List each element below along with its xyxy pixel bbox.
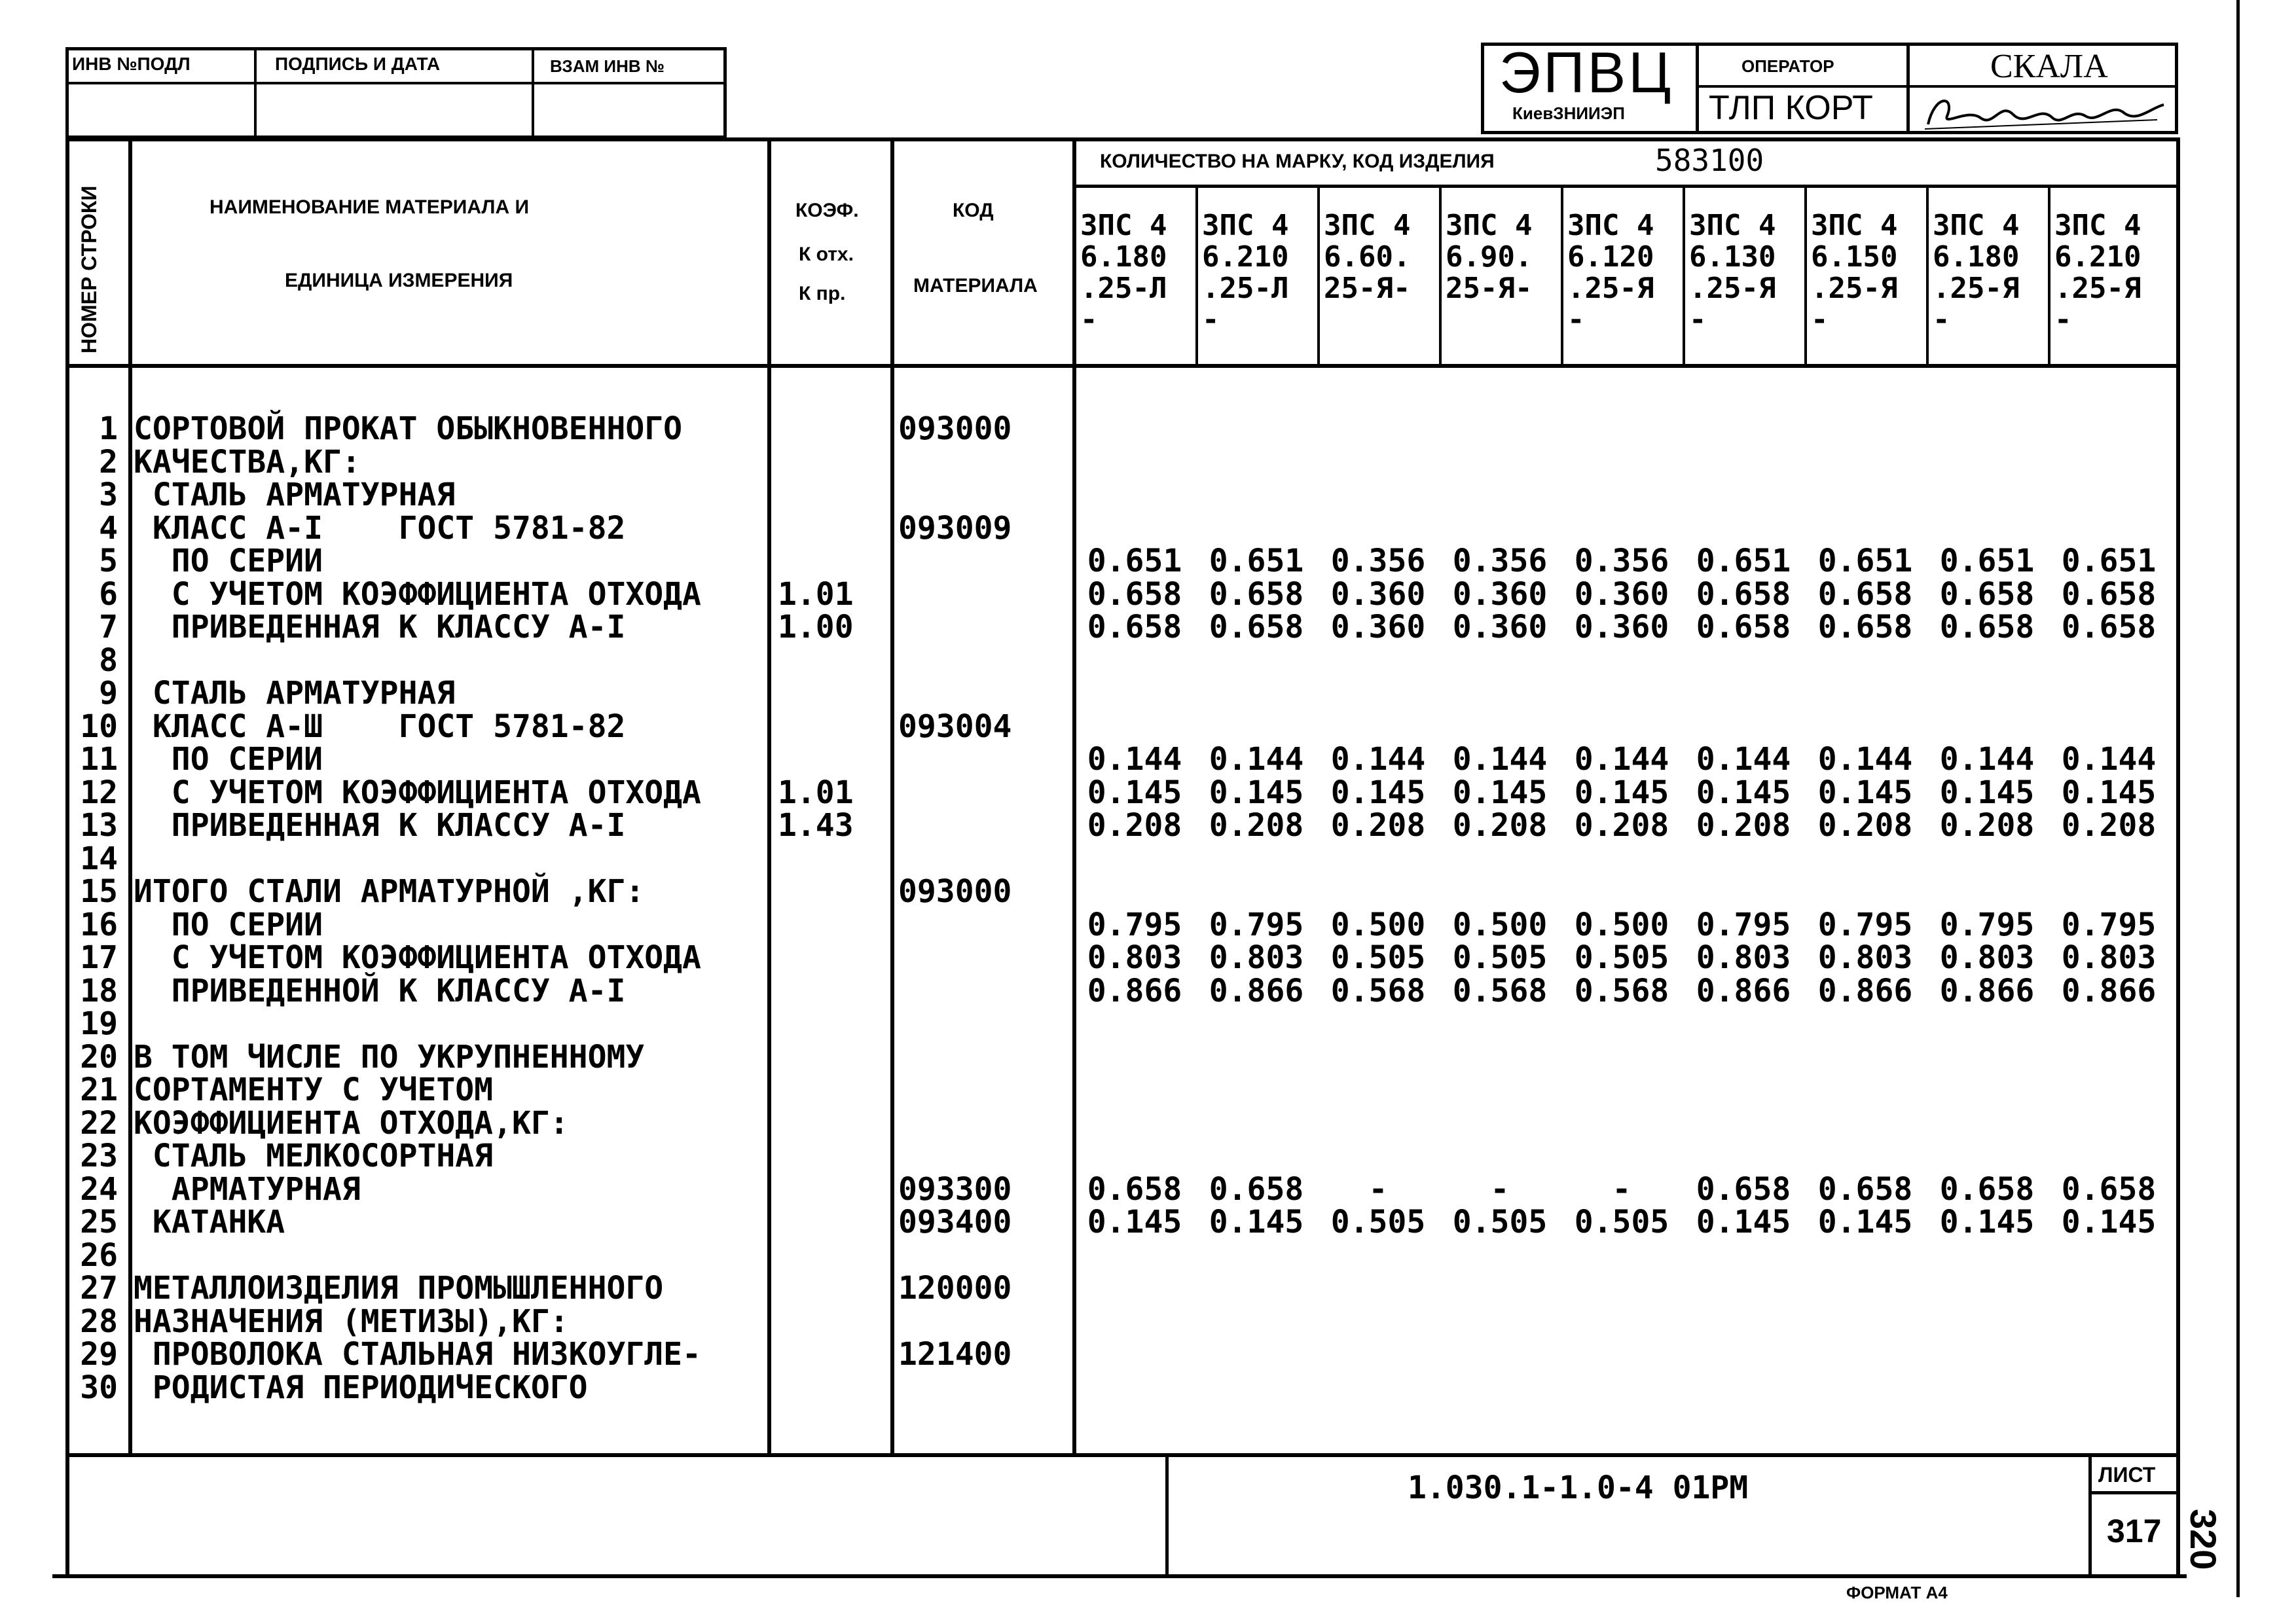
row-material-code: 093400 — [898, 1204, 1012, 1240]
row-number: 10 — [80, 708, 118, 745]
row-value-col-5: - — [1612, 1171, 1631, 1208]
column-header-9-line-1: 3ПС 4 — [2054, 209, 2141, 242]
row-value-col-1: 0.803 — [1087, 939, 1182, 976]
page-number: 320 — [2183, 1509, 2224, 1570]
format-label: ФОРМАТ А4 — [1846, 1583, 1948, 1602]
row-value-col-1: 0.145 — [1087, 1204, 1182, 1240]
row-value-col-4: - — [1490, 1171, 1510, 1208]
row-value-col-6: 0.658 — [1696, 1171, 1791, 1208]
row-value-col-8: 0.651 — [1939, 543, 2035, 579]
row-value-col-2: 0.658 — [1209, 609, 1304, 645]
column-header-8-line-4: - — [1933, 303, 1950, 336]
row-value-col-9: 0.208 — [2061, 807, 2157, 844]
row-material-name: КАТАНКА — [134, 1204, 285, 1240]
row-coefficient: 1.00 — [778, 609, 854, 645]
title-name: СКАЛА — [1990, 48, 2108, 85]
row-value-col-3: 0.500 — [1330, 907, 1426, 943]
row-coefficient: 1.01 — [778, 774, 854, 811]
column-header-1-line-3: .25-Л — [1080, 272, 1167, 305]
row-value-col-8: 0.658 — [1939, 576, 2035, 613]
table-left-edge — [65, 137, 69, 1578]
row-value-col-2: 0.866 — [1209, 973, 1304, 1009]
row-value-col-7: 0.658 — [1817, 576, 1913, 613]
title-divider-1 — [1696, 43, 1699, 134]
row-value-col-6: 0.145 — [1696, 1204, 1791, 1240]
row-material-name: С УЧЕТОМ КОЭФФИЦИЕНТА ОТХОДА — [134, 576, 701, 613]
stamp-vzam-inv: ВЗАМ ИНВ № — [550, 56, 665, 76]
row-value-col-4: 0.356 — [1452, 543, 1548, 579]
row-number: 16 — [80, 907, 118, 943]
row-material-name: СТАЛЬ АРМАТУРНАЯ — [134, 477, 456, 513]
coef-header-1: КОЭФ. — [795, 200, 859, 221]
row-value-col-1: 0.658 — [1087, 609, 1182, 645]
qty-header-label: КОЛИЧЕСТВО НА МАРКУ, КОД ИЗДЕЛИЯ — [1100, 151, 1495, 172]
row-value-col-4: 0.500 — [1452, 907, 1548, 943]
row-value-col-5: 0.145 — [1574, 774, 1669, 811]
column-header-8-line-2: 6.180 — [1933, 240, 2020, 274]
row-material-name: СТАЛЬ АРМАТУРНАЯ — [134, 675, 456, 712]
signature-image — [1922, 88, 2170, 134]
col-divider-8 — [2048, 186, 2050, 365]
operator-label: ОПЕРАТОР — [1741, 56, 1834, 76]
row-value-col-2: 0.803 — [1209, 939, 1304, 976]
row-value-col-2: 0.658 — [1209, 1171, 1304, 1208]
row-value-col-7: 0.803 — [1817, 939, 1913, 976]
row-number: 30 — [80, 1369, 118, 1406]
row-number: 15 — [80, 873, 118, 910]
row-number: 4 — [99, 510, 118, 547]
row-value-col-1: 0.651 — [1087, 543, 1182, 579]
column-header-7-line-2: 6.150 — [1811, 240, 1898, 274]
row-value-col-5: 0.356 — [1574, 543, 1669, 579]
qty-header-line — [1074, 185, 2180, 188]
row-value-col-6: 0.658 — [1696, 576, 1791, 613]
stamp-divider-v1 — [254, 47, 257, 139]
column-header-4-line-3: 25-Я- — [1446, 272, 1533, 305]
row-value-col-7: 0.795 — [1817, 907, 1913, 943]
column-header-6-line-4: - — [1689, 303, 1707, 336]
row-value-col-3: 0.145 — [1330, 774, 1426, 811]
row-material-name: ПО СЕРИИ — [134, 543, 323, 579]
column-header-7-line-1: 3ПС 4 — [1811, 209, 1898, 242]
row-value-col-7: 0.658 — [1817, 609, 1913, 645]
column-header-7-line-4: - — [1811, 303, 1829, 336]
row-material-code: 120000 — [898, 1270, 1012, 1307]
row-value-col-1: 0.795 — [1087, 907, 1182, 943]
row-value-col-2: 0.651 — [1209, 543, 1304, 579]
coef-header-2: К отх. — [799, 244, 854, 265]
row-value-col-5: 0.568 — [1574, 973, 1669, 1009]
row-value-col-6: 0.658 — [1696, 609, 1791, 645]
row-number: 7 — [99, 609, 118, 645]
row-value-col-5: 0.500 — [1574, 907, 1669, 943]
row-number: 29 — [80, 1336, 118, 1373]
row-value-col-4: 0.505 — [1452, 939, 1548, 976]
row-material-name: МЕТАЛЛОИЗДЕЛИЯ ПРОМЫШЛЕННОГО — [134, 1270, 664, 1307]
table-top-line — [65, 137, 2180, 141]
row-number: 21 — [80, 1072, 118, 1108]
row-number: 3 — [99, 477, 118, 513]
column-header-2-line-3: .25-Л — [1202, 272, 1289, 305]
frame-right-edge — [2236, 0, 2240, 1597]
row-number: 24 — [80, 1171, 118, 1208]
column-header-6-line-2: 6.130 — [1689, 240, 1776, 274]
row-material-name: СОРТОВОЙ ПРОКАТ ОБЫКНОВЕННОГО — [134, 410, 683, 447]
row-material-name: СОРТАМЕНТУ С УЧЕТОМ — [134, 1072, 494, 1108]
row-material-name: КОЭФФИЦИЕНТА ОТХОДА,КГ: — [134, 1105, 569, 1142]
column-header-3-line-1: 3ПС 4 — [1324, 209, 1411, 242]
column-header-3-line-2: 6.60. — [1324, 240, 1411, 274]
row-value-col-8: 0.795 — [1939, 907, 2035, 943]
row-value-col-8: 0.658 — [1939, 609, 2035, 645]
row-material-name: С УЧЕТОМ КОЭФФИЦИЕНТА ОТХОДА — [134, 774, 701, 811]
column-header-9-line-3: .25-Я — [2054, 272, 2141, 305]
row-value-col-1: 0.866 — [1087, 973, 1182, 1009]
sheet-number: 317 — [2107, 1513, 2162, 1549]
row-value-col-4: 0.145 — [1452, 774, 1548, 811]
column-header-2-line-2: 6.210 — [1202, 240, 1289, 274]
column-header-8-line-1: 3ПС 4 — [1933, 209, 2020, 242]
row-material-name: ПРИВЕДЕННОЙ К КЛАССУ А-I — [134, 973, 626, 1009]
row-number: 20 — [80, 1039, 118, 1075]
row-value-col-6: 0.651 — [1696, 543, 1791, 579]
row-value-col-9: 0.803 — [2061, 939, 2157, 976]
row-coefficient: 1.43 — [778, 807, 854, 844]
material-name-header-1: НАИМЕНОВАНИЕ МАТЕРИАЛА И — [210, 196, 530, 218]
table-right-edge — [2176, 137, 2180, 1574]
row-material-name: НАЗНАЧЕНИЯ (МЕТИЗЫ),КГ: — [134, 1303, 569, 1340]
row-value-col-4: 0.208 — [1452, 807, 1548, 844]
coef-divider — [890, 137, 894, 1454]
row-number: 22 — [80, 1105, 118, 1142]
row-value-col-7: 0.145 — [1817, 1204, 1913, 1240]
column-header-6-line-3: .25-Я — [1689, 272, 1776, 305]
column-header-5-line-2: 6.120 — [1567, 240, 1654, 274]
row-value-col-3: 0.144 — [1330, 741, 1426, 778]
row-value-col-3: 0.505 — [1330, 939, 1426, 976]
row-value-col-8: 0.145 — [1939, 1204, 2035, 1240]
row-number: 19 — [80, 1005, 118, 1042]
doc-code: 1.030.1-1.0-4 01РМ — [1408, 1470, 1749, 1506]
row-number: 6 — [99, 576, 118, 613]
col-divider-5 — [1683, 186, 1685, 365]
row-number: 26 — [80, 1237, 118, 1274]
row-material-code: 121400 — [898, 1336, 1012, 1373]
row-value-col-8: 0.658 — [1939, 1171, 2035, 1208]
column-header-8-line-3: .25-Я — [1933, 272, 2020, 305]
row-value-col-3: 0.360 — [1330, 609, 1426, 645]
row-value-col-9: 0.658 — [2061, 609, 2157, 645]
row-value-col-3: 0.208 — [1330, 807, 1426, 844]
row-value-col-3: 0.505 — [1330, 1204, 1426, 1240]
col-divider-3 — [1439, 186, 1442, 365]
footer-divider-1 — [1165, 1454, 1169, 1576]
row-value-col-8: 0.866 — [1939, 973, 2035, 1009]
row-number: 13 — [80, 807, 118, 844]
row-number: 23 — [80, 1138, 118, 1174]
row-number: 28 — [80, 1303, 118, 1340]
row-value-col-2: 0.658 — [1209, 576, 1304, 613]
code-header-2: МАТЕРИАЛА — [913, 275, 1038, 297]
footer-sheet-line — [2088, 1491, 2179, 1494]
row-material-code: 093009 — [898, 510, 1012, 547]
row-value-col-7: 0.144 — [1817, 741, 1913, 778]
row-material-name: АРМАТУРНАЯ — [134, 1171, 361, 1208]
row-material-name: ПРИВЕДЕННАЯ К КЛАССУ А-I — [134, 609, 626, 645]
row-value-col-9: 0.658 — [2061, 576, 2157, 613]
row-value-col-9: 0.658 — [2061, 1171, 2157, 1208]
row-value-col-4: 0.568 — [1452, 973, 1548, 1009]
row-material-name: КЛАСС А-I ГОСТ 5781-82 — [134, 510, 626, 547]
row-coefficient: 1.01 — [778, 576, 854, 613]
row-number: 8 — [99, 642, 118, 679]
column-header-9-line-4: - — [2054, 303, 2072, 336]
column-header-7-line-3: .25-Я — [1811, 272, 1898, 305]
row-number: 27 — [80, 1270, 118, 1307]
col-divider-4 — [1561, 186, 1563, 365]
column-header-9-line-2: 6.210 — [2054, 240, 2141, 274]
row-value-col-1: 0.144 — [1087, 741, 1182, 778]
row-value-col-7: 0.651 — [1817, 543, 1913, 579]
row-value-col-4: 0.144 — [1452, 741, 1548, 778]
row-value-col-6: 0.208 — [1696, 807, 1791, 844]
row-number: 1 — [99, 410, 118, 447]
row-value-col-6: 0.866 — [1696, 973, 1791, 1009]
sheet-label: ЛИСТ — [2098, 1463, 2156, 1487]
column-header-1-line-4: - — [1080, 303, 1098, 336]
row-material-code: 093300 — [898, 1171, 1012, 1208]
stamp-signature-date: ПОДПИСЬ И ДАТА — [275, 54, 441, 74]
col-divider-1 — [1195, 186, 1198, 365]
code-header-1: КОД — [953, 200, 994, 221]
frame-bottom-line — [52, 1574, 2187, 1578]
row-value-col-4: 0.360 — [1452, 609, 1548, 645]
column-header-2-line-1: 3ПС 4 — [1202, 209, 1289, 242]
row-material-name: ПРИВЕДЕННАЯ К КЛАССУ А-I — [134, 807, 626, 844]
row-value-col-3: 0.356 — [1330, 543, 1426, 579]
product-code: 583100 — [1655, 143, 1764, 178]
rownum-divider — [128, 137, 132, 1454]
row-number: 14 — [80, 840, 118, 877]
row-value-col-5: 0.144 — [1574, 741, 1669, 778]
row-value-col-4: 0.505 — [1452, 1204, 1548, 1240]
row-value-col-3: - — [1368, 1171, 1388, 1208]
row-material-name: КЛАСС А-Ш ГОСТ 5781-82 — [134, 708, 626, 745]
row-number-header: НОМЕР СТРОКИ — [77, 185, 101, 353]
row-value-col-5: 0.360 — [1574, 576, 1669, 613]
row-number: 9 — [99, 675, 118, 712]
row-number: 5 — [99, 543, 118, 579]
coef-header-3: К пр. — [799, 283, 846, 304]
column-header-4-line-1: 3ПС 4 — [1446, 209, 1533, 242]
row-number: 12 — [80, 774, 118, 811]
row-value-col-7: 0.866 — [1817, 973, 1913, 1009]
row-material-name: ПО СЕРИИ — [134, 741, 323, 778]
row-material-name: РОДИСТАЯ ПЕРИОДИЧЕСКОГО — [134, 1369, 588, 1406]
org-sub: КиевЗНИИЭП — [1512, 103, 1625, 123]
row-value-col-2: 0.795 — [1209, 907, 1304, 943]
row-value-col-1: 0.208 — [1087, 807, 1182, 844]
row-material-code: 093004 — [898, 708, 1012, 745]
stamp-divider-v2 — [532, 47, 534, 139]
row-value-col-5: 0.505 — [1574, 1204, 1669, 1240]
row-material-name: СТАЛЬ МЕЛКОСОРТНАЯ — [134, 1138, 494, 1174]
row-value-col-6: 0.145 — [1696, 774, 1791, 811]
row-number: 11 — [80, 741, 118, 778]
row-value-col-1: 0.658 — [1087, 576, 1182, 613]
col-divider-6 — [1804, 186, 1807, 365]
row-value-col-9: 0.145 — [2061, 774, 2157, 811]
row-material-name: КАЧЕСТВА,КГ: — [134, 444, 361, 480]
row-value-col-2: 0.208 — [1209, 807, 1304, 844]
column-header-4-line-2: 6.90. — [1446, 240, 1533, 274]
row-value-col-1: 0.145 — [1087, 774, 1182, 811]
column-header-1-line-2: 6.180 — [1080, 240, 1167, 274]
row-value-col-8: 0.144 — [1939, 741, 2035, 778]
row-value-col-3: 0.568 — [1330, 973, 1426, 1009]
row-value-col-6: 0.144 — [1696, 741, 1791, 778]
column-header-5-line-4: - — [1567, 303, 1585, 336]
row-value-col-7: 0.145 — [1817, 774, 1913, 811]
row-material-code: 093000 — [898, 410, 1012, 447]
row-value-col-2: 0.145 — [1209, 1204, 1304, 1240]
row-value-col-7: 0.208 — [1817, 807, 1913, 844]
column-header-1-line-1: 3ПС 4 — [1080, 209, 1167, 242]
row-material-name: С УЧЕТОМ КОЭФФИЦИЕНТА ОТХОДА — [134, 939, 701, 976]
row-number: 17 — [80, 939, 118, 976]
title-divider-2 — [1906, 43, 1910, 134]
row-value-col-2: 0.144 — [1209, 741, 1304, 778]
column-header-6-line-1: 3ПС 4 — [1689, 209, 1776, 242]
row-material-name: В ТОМ ЧИСЛЕ ПО УКРУПНЕННОМУ — [134, 1039, 645, 1075]
row-value-col-9: 0.866 — [2061, 973, 2157, 1009]
row-value-col-8: 0.145 — [1939, 774, 2035, 811]
row-value-col-1: 0.658 — [1087, 1171, 1182, 1208]
column-header-3-line-3: 25-Я- — [1324, 272, 1411, 305]
row-material-name: ИТОГО СТАЛИ АРМАТУРНОЙ ,КГ: — [134, 873, 645, 910]
row-value-col-4: 0.360 — [1452, 576, 1548, 613]
row-value-col-2: 0.145 — [1209, 774, 1304, 811]
row-value-col-5: 0.360 — [1574, 609, 1669, 645]
row-value-col-5: 0.208 — [1574, 807, 1669, 844]
row-value-col-9: 0.144 — [2061, 741, 2157, 778]
col-divider-7 — [1926, 186, 1929, 365]
row-number: 18 — [80, 973, 118, 1009]
row-number: 25 — [80, 1204, 118, 1240]
footer-divider-2 — [2088, 1454, 2092, 1576]
row-value-col-5: 0.505 — [1574, 939, 1669, 976]
column-header-2-line-4: - — [1202, 303, 1220, 336]
row-value-col-7: 0.658 — [1817, 1171, 1913, 1208]
stamp-inv-podl: ИНВ №ПОДЛ — [72, 54, 191, 74]
material-name-header-2: ЕДИНИЦА ИЗМЕРЕНИЯ — [285, 270, 513, 291]
row-value-col-6: 0.795 — [1696, 907, 1791, 943]
row-material-name: ПО СЕРИИ — [134, 907, 323, 943]
column-header-5-line-3: .25-Я — [1567, 272, 1654, 305]
row-value-col-9: 0.651 — [2061, 543, 2157, 579]
row-number: 2 — [99, 444, 118, 480]
body-bottom-line — [65, 1453, 2180, 1457]
row-material-code: 093000 — [898, 873, 1012, 910]
column-header-5-line-1: 3ПС 4 — [1567, 209, 1654, 242]
row-value-col-9: 0.795 — [2061, 907, 2157, 943]
name-divider — [767, 137, 771, 1454]
operator-value: ТЛП КОРТ — [1709, 89, 1873, 127]
row-material-name: ПРОВОЛОКА СТАЛЬНАЯ НИЗКОУГЛЕ- — [134, 1336, 701, 1373]
row-value-col-9: 0.145 — [2061, 1204, 2157, 1240]
row-value-col-8: 0.803 — [1939, 939, 2035, 976]
row-value-col-8: 0.208 — [1939, 807, 2035, 844]
col-divider-2 — [1317, 186, 1320, 365]
row-value-col-3: 0.360 — [1330, 576, 1426, 613]
org-main: ЭПВЦ — [1499, 40, 1674, 105]
row-value-col-6: 0.803 — [1696, 939, 1791, 976]
stamp-divider — [65, 82, 727, 84]
header-bottom-line — [65, 364, 2180, 368]
